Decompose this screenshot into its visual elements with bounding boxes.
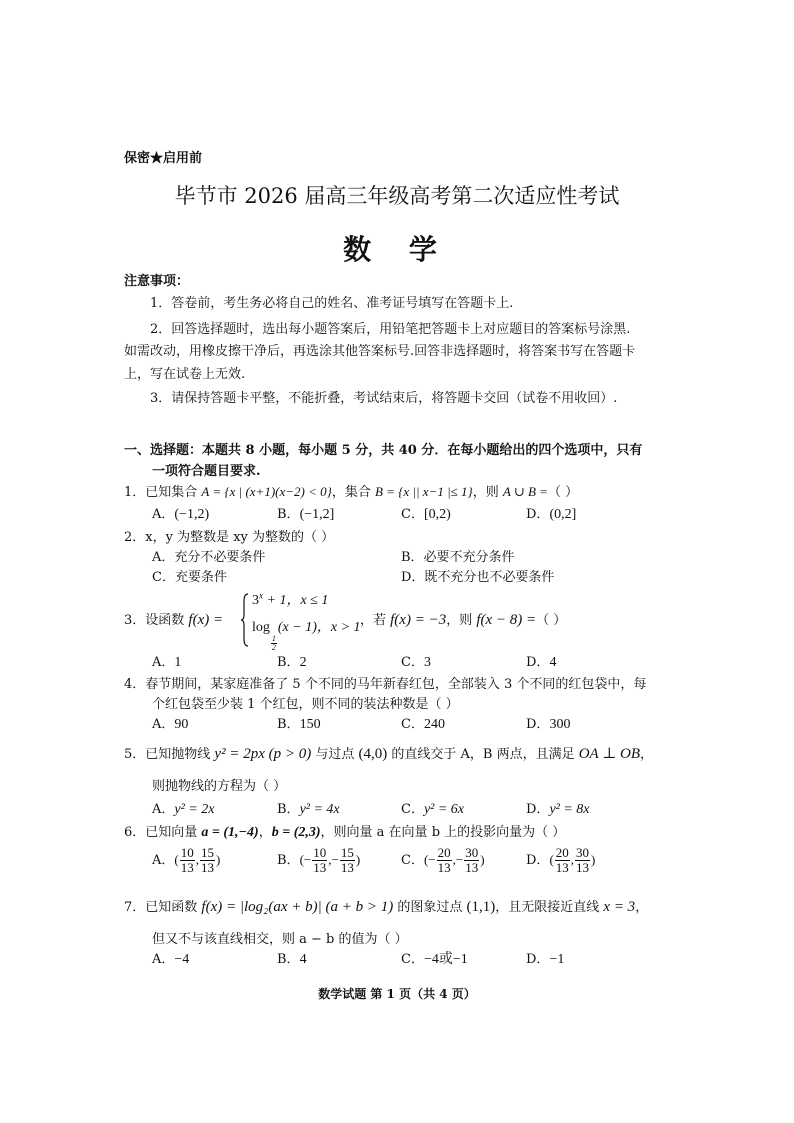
option-d: D．(0,2] — [526, 507, 577, 522]
section-heading-line-1: 一、选择题：本题共 8 小题，每小题 5 分，共 40 分．在每小题给出的四个选项中，只有 — [124, 443, 643, 458]
exam-title: 毕节市 2026 届高三年级高考第二次适应性考试 — [174, 184, 620, 208]
notes-item-3: 3．请保持答题卡平整，不能折叠，考试结束后，将答题卡交回（试卷不用收回）. — [150, 391, 618, 406]
option-b: B．4 — [277, 952, 307, 967]
option-c: C．[0,2) — [401, 507, 451, 522]
section-heading-line-2: 一项符合题目要求. — [152, 464, 261, 479]
set-b: B = {x || x−1 |≤ 1} — [374, 484, 473, 499]
option-d: D．4 — [526, 655, 557, 670]
question-3-lead: 3．设函数 f(x) = — [124, 612, 224, 628]
option-b: B．必要不充分条件 — [401, 550, 515, 565]
notes-item-2-line-1: 2．回答选择题时，选出每小题答案后，用铅笔把答题卡上对应题目的答案标号涂黑. — [150, 322, 631, 337]
notes-item-2-line-2: 如需改动，用橡皮擦干净后，再选涂其他答案标号.回答非选择题时，将答案书写在答题卡 — [124, 344, 636, 359]
option-b: B．2 — [277, 655, 307, 670]
option-d: D．( $\frac{20}{13}$ , $\frac{30}{13}$ ) — [526, 845, 596, 875]
question-text: ，则 — [472, 485, 503, 500]
question-text: ，集合 — [331, 485, 375, 500]
piecewise-case-2: log $\frac{1}{2}$ (x − 1)，x > 1 — [252, 620, 361, 652]
subject-title: 数 学 — [343, 233, 451, 266]
option-c: C．240 — [401, 717, 445, 732]
option-d: D．y² = 8x — [526, 802, 590, 817]
question-2: 2．x，y 为整数是 xy 为整数的（ ） — [124, 530, 335, 545]
answer-paren: （ ） — [547, 485, 579, 500]
question-text: 已知集合 — [145, 485, 202, 500]
option-d: D．既不充分也不必要条件 — [401, 570, 555, 585]
option-b: B．(− $\frac{10}{13}$ ,− $\frac{15}{13}$ ) — [277, 845, 361, 875]
question-5-line-1: 5．已知抛物线 y² = 2px (p > 0) 与过点 (4,0) 的直线交于 A，B 两点，且满足 OA ⊥ OB， — [124, 746, 654, 762]
question-6: 6．已知向量 a = (1,−4)，b = (2,3)，则向量 a 在向量 b 上的投影向量为（ ） — [124, 825, 566, 840]
piecewise-brace — [241, 593, 249, 647]
option-d: D．−1 — [526, 952, 565, 967]
question-7-line-1: 7．已知函数 f(x) = |log₂(ax + b)| (a + b > 1) 的图象过点 (1,1)，且无限接近直线 x = 3， — [124, 899, 649, 915]
option-c: C．3 — [401, 655, 431, 670]
option-b: B．(−1,2] — [277, 507, 335, 522]
question-4-line-2: 个红包袋至少装 1 个红包，则不同的装法种数是（ ） — [152, 697, 459, 712]
option-a: A．y² = 2x — [152, 802, 215, 817]
question-4-line-1: 4．春节期间，某家庭准备了 5 个不同的马年新春红包，全部装入 3 个不同的红包袋中，每 — [124, 677, 647, 692]
option-a: A．−4 — [152, 952, 190, 967]
piecewise-case-1: $3^x + 1$，x ≤ 1 — [252, 590, 329, 608]
question-5-line-2: 则抛物线的方程为（ ） — [152, 779, 287, 794]
option-c: C．(− $\frac{20}{13}$ ,− $\frac{30}{13}$ ) — [401, 845, 485, 875]
option-b: B．150 — [277, 717, 321, 732]
question-7-line-2: 但又不与该直线相交，则 a − b 的值为（ ） — [152, 932, 408, 947]
option-b: B．y² = 4x — [277, 802, 340, 817]
option-a: A．( $\frac{10}{13}$ , $\frac{15}{13}$ ) — [152, 845, 221, 875]
notes-item-1: 1．答卷前，考生务必将自己的姓名、准考证号填写在答题卡上. — [150, 296, 514, 311]
question-3-tail: ，若 f(x) = −3，则 f(x − 8) =（ ） — [360, 612, 567, 628]
union-expression: A ∪ B = — [502, 484, 548, 499]
option-c: C．y² = 6x — [401, 802, 465, 817]
option-a: A．(−1,2) — [152, 507, 210, 522]
set-a: A = {x | (x+1)(x−2) < 0} — [201, 484, 332, 499]
option-c: C．−4或−1 — [401, 952, 468, 967]
notes-heading: 注意事项： — [124, 274, 190, 289]
option-d: D．300 — [526, 717, 571, 732]
option-a: A．充分不必要条件 — [152, 550, 266, 565]
option-a: A．90 — [152, 717, 189, 732]
notes-item-2-line-3: 上，写在试卷上无效. — [124, 367, 246, 382]
page-footer: 数学试题 第 1 页（共 4 页） — [318, 987, 476, 1001]
question-1 — [124, 481, 578, 500]
option-c: C．充要条件 — [152, 570, 227, 585]
confidential-label: 保密★启用前 — [124, 151, 203, 166]
question-number: 1． — [124, 485, 146, 500]
option-a: A．1 — [152, 655, 182, 670]
